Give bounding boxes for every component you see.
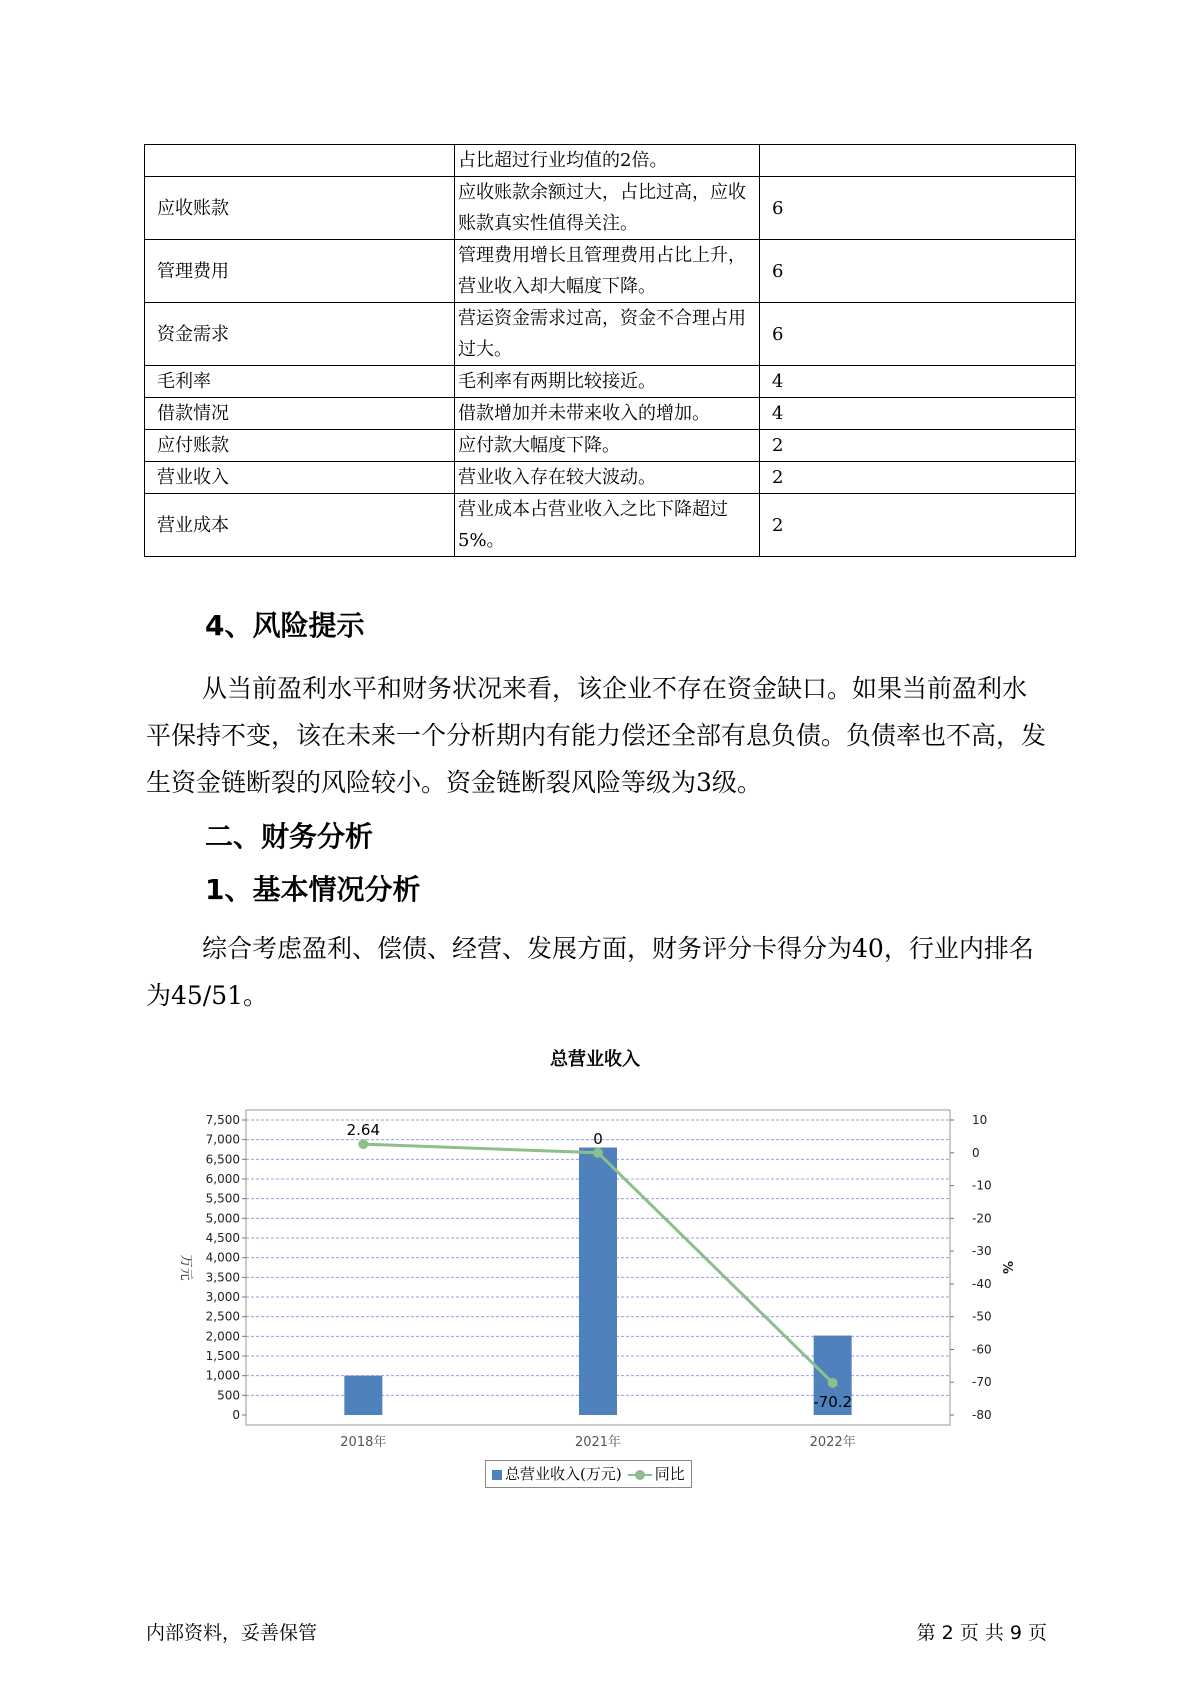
risk-desc-cell: 毛利率有两期比较接近。 bbox=[455, 366, 760, 398]
table-row bbox=[145, 494, 1076, 557]
yoy-data-label: 0 bbox=[593, 1129, 603, 1148]
footer-page-number: 第 2 页 共 9 页 bbox=[916, 1622, 1047, 1644]
basic-paragraph bbox=[146, 925, 1046, 1019]
y2-tick-label: -10 bbox=[972, 1178, 992, 1193]
y2-tick-label: -40 bbox=[972, 1276, 992, 1291]
finance-heading: 二、财务分析 bbox=[205, 820, 374, 853]
legend-bar-swatch bbox=[492, 1470, 502, 1480]
y2-tick-label: -30 bbox=[972, 1244, 992, 1259]
y2-tick-label: -60 bbox=[972, 1342, 992, 1357]
table-row bbox=[145, 366, 1076, 398]
y-tick-label: 500 bbox=[217, 1388, 240, 1403]
risk-score-cell: 2 bbox=[760, 430, 1076, 462]
yoy-point bbox=[358, 1139, 368, 1149]
risk-table bbox=[144, 144, 1076, 557]
risk-desc-cell: 借款增加并未带来收入的增加。 bbox=[455, 398, 760, 430]
legend-line-label: 同比 bbox=[654, 1465, 685, 1483]
y-tick-label: 2,500 bbox=[205, 1309, 240, 1324]
risk-item-cell: 营业成本 bbox=[145, 494, 455, 557]
yoy-point bbox=[828, 1378, 838, 1388]
table-row bbox=[145, 398, 1076, 430]
risk-desc-cell: 应付款大幅度下降。 bbox=[455, 430, 760, 462]
y2-axis-title: % bbox=[999, 1260, 1014, 1275]
legend-bar-label: 总营业收入(万元) bbox=[505, 1465, 622, 1483]
chart-legend bbox=[485, 1460, 692, 1488]
risk-item-cell bbox=[145, 145, 455, 177]
y-tick-label: 0 bbox=[232, 1408, 240, 1422]
risk-score-cell bbox=[760, 145, 1076, 177]
risk-item-cell: 借款情况 bbox=[145, 398, 455, 430]
risk-desc-cell: 占比超过行业均值的2倍。 bbox=[455, 145, 760, 177]
risk-item-cell: 应收账款 bbox=[145, 177, 455, 240]
y-axis-title: 万元 bbox=[178, 1254, 193, 1281]
y-tick-label: 1,000 bbox=[205, 1368, 240, 1383]
y-tick-label: 5,500 bbox=[205, 1191, 240, 1206]
risk-item-cell: 营业收入 bbox=[145, 462, 455, 494]
y-tick-label: 3,500 bbox=[205, 1270, 240, 1285]
risk-desc-cell: 营业成本占营业收入之比下降超过5%。 bbox=[455, 494, 760, 557]
y-tick-label: 2,000 bbox=[205, 1329, 240, 1344]
risk-score-cell: 6 bbox=[760, 177, 1076, 240]
risk-text: 从当前盈利水平和财务状况来看，该企业不存在资金缺口。如果当前盈利水平保持不变，该在未来一个分析期内有能力偿还全部有息负债。负债率也不高，发生资金链断裂的风险较小。资金链断裂风险等级为3级。 bbox=[146, 674, 1047, 797]
y2-tick-label: 0 bbox=[972, 1145, 980, 1160]
risk-item-cell: 管理费用 bbox=[145, 240, 455, 303]
y2-tick-label: -70 bbox=[972, 1375, 992, 1390]
y-tick-label: 5,000 bbox=[205, 1211, 240, 1226]
risk-heading: 4、风险提示 bbox=[205, 609, 365, 642]
y2-tick-label: 10 bbox=[972, 1113, 988, 1127]
y-tick-label: 4,000 bbox=[205, 1250, 240, 1265]
yoy-data-label: -70.2 bbox=[813, 1392, 853, 1411]
risk-desc-cell: 应收账款余额过大，占比过高，应收账款真实性值得关注。 bbox=[455, 177, 760, 240]
revenue-bar bbox=[579, 1148, 617, 1415]
x-tick-label: 2022年 bbox=[809, 1435, 856, 1450]
risk-item-cell: 毛利率 bbox=[145, 366, 455, 398]
footer-confidential: 内部资料，妥善保管 bbox=[146, 1622, 318, 1644]
risk-score-cell: 2 bbox=[760, 494, 1076, 557]
risk-desc-cell: 营运资金需求过高，资金不合理占用过大。 bbox=[455, 303, 760, 366]
table-row bbox=[145, 430, 1076, 462]
y-tick-label: 7,000 bbox=[205, 1132, 240, 1147]
y-tick-label: 4,500 bbox=[205, 1231, 240, 1245]
risk-item-cell: 应付账款 bbox=[145, 430, 455, 462]
risk-item-cell: 资金需求 bbox=[145, 303, 455, 366]
revenue-bar bbox=[344, 1376, 382, 1415]
y-tick-label: 6,000 bbox=[205, 1172, 240, 1186]
x-tick-label: 2021年 bbox=[574, 1435, 622, 1450]
revenue-chart bbox=[170, 1080, 1014, 1455]
risk-score-cell: 4 bbox=[760, 366, 1076, 398]
risk-paragraph bbox=[146, 665, 1046, 806]
y-tick-label: 1,500 bbox=[205, 1349, 240, 1363]
risk-score-cell: 6 bbox=[760, 303, 1076, 366]
table-row bbox=[145, 462, 1076, 494]
risk-desc-cell: 管理费用增长且管理费用占比上升，营业收入却大幅度下降。 bbox=[455, 240, 760, 303]
risk-desc-cell: 营业收入存在较大波动。 bbox=[455, 462, 760, 494]
basic-heading: 1、基本情况分析 bbox=[205, 873, 421, 906]
chart-title: 总营业收入 bbox=[550, 1049, 640, 1070]
yoy-data-label: 2.64 bbox=[346, 1121, 381, 1140]
risk-score-cell: 4 bbox=[760, 398, 1076, 430]
table-row bbox=[145, 145, 1076, 177]
table-row bbox=[145, 240, 1076, 303]
table-row bbox=[145, 303, 1076, 366]
table-row bbox=[145, 177, 1076, 240]
y2-tick-label: -50 bbox=[972, 1309, 992, 1324]
y-tick-label: 7,500 bbox=[205, 1113, 240, 1127]
y2-tick-label: -20 bbox=[972, 1211, 992, 1226]
yoy-point bbox=[593, 1148, 603, 1158]
y-tick-label: 6,500 bbox=[205, 1152, 240, 1167]
y-tick-label: 3,000 bbox=[205, 1290, 240, 1304]
legend-line-swatch bbox=[628, 1470, 652, 1480]
basic-text: 综合考虑盈利、偿债、经营、发展方面，财务评分卡得分为40，行业内排名为45/51。 bbox=[146, 934, 1034, 1010]
y2-tick-label: -80 bbox=[972, 1408, 992, 1422]
x-tick-label: 2018年 bbox=[340, 1435, 387, 1450]
risk-score-cell: 6 bbox=[760, 240, 1076, 303]
risk-score-cell: 2 bbox=[760, 462, 1076, 494]
